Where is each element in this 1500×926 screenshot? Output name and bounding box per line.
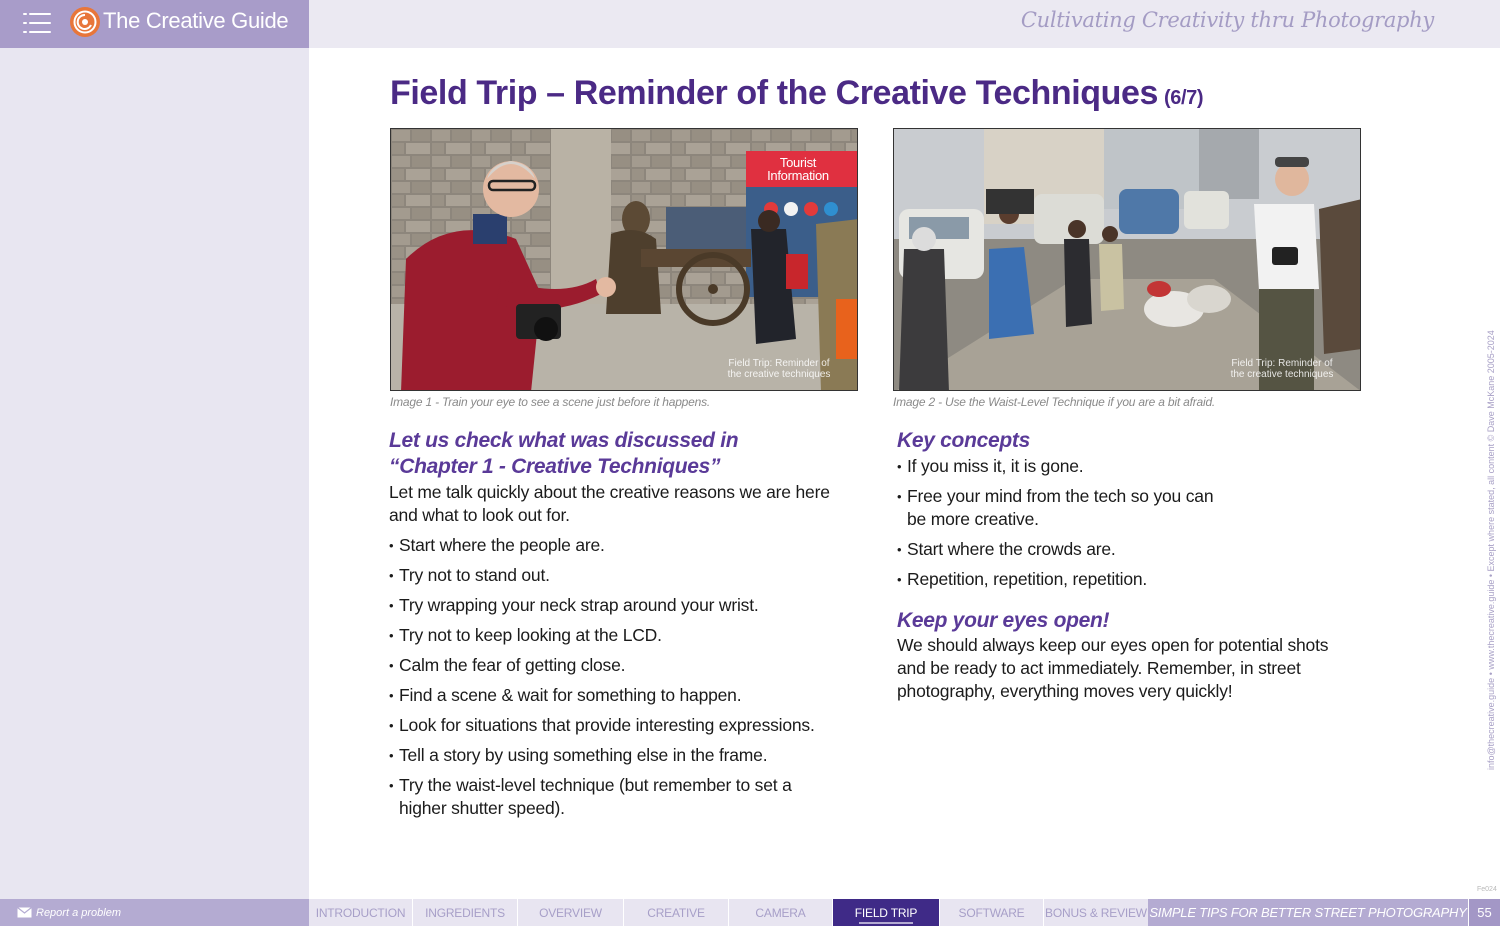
- list-item: • Try wrapping your neck strap around your wrist.: [389, 594, 829, 617]
- footer: [0, 899, 1500, 926]
- sidebar: [0, 48, 309, 899]
- tab-introduction[interactable]: INTRODUCTION: [309, 899, 413, 926]
- key-concepts-bullets: [897, 455, 1237, 591]
- list-item: • Start where the people are.: [389, 534, 829, 557]
- tab-software[interactable]: SOFTWARE: [940, 899, 1044, 926]
- tourist-sign-line1: Tourist: [779, 155, 817, 170]
- key-concepts-heading: Key concepts: [897, 429, 1030, 452]
- top-band: [309, 0, 1500, 48]
- photo-2-watermark-line2: the creative techniques: [1230, 369, 1334, 380]
- series-title: SIMPLE TIPS FOR BETTER STREET PHOTOGRAPHY: [1148, 899, 1468, 926]
- photo-1: [390, 128, 858, 391]
- chapter-tabs: [309, 899, 1149, 926]
- photo-2-watermark-line1: Field Trip: Reminder of: [1231, 358, 1333, 369]
- list-item: • Calm the fear of getting close.: [389, 654, 829, 677]
- photo-2: [893, 128, 1361, 391]
- left-intro: Let me talk quickly about the creative reasons we are here and what to look out for.: [389, 482, 830, 525]
- page-count: (6/7): [1164, 87, 1204, 109]
- page-code: Fe024: [1477, 886, 1497, 893]
- report-problem-link[interactable]: [0, 899, 309, 926]
- list-item: • If you miss it, it is gone.: [897, 455, 1237, 478]
- list-item: • Free your mind from the tech so you can be more creative.: [897, 485, 1237, 531]
- list-item: • Try not to keep looking at the LCD.: [389, 624, 829, 647]
- tab-bonus-review[interactable]: BONUS & REVIEW: [1044, 899, 1149, 926]
- tab-overview[interactable]: OVERVIEW: [518, 899, 624, 926]
- list-item: • Look for situations that provide interesting expressions.: [389, 714, 829, 737]
- tourist-sign: [753, 156, 843, 182]
- right-column: [897, 428, 1357, 703]
- logo-swirl-icon[interactable]: [69, 6, 101, 38]
- left-column: [389, 428, 859, 820]
- envelope-icon: [17, 907, 32, 918]
- photo-1-watermark-line2: the creative techniques: [727, 369, 831, 380]
- menu-icon[interactable]: [23, 12, 51, 34]
- logo-text[interactable]: The Creative Guide: [103, 8, 289, 33]
- photo-1-watermark-line1: Field Trip: Reminder of: [728, 358, 830, 369]
- list-item: • Tell a story by using something else in the frame.: [389, 744, 829, 767]
- photo-2-illustration: [894, 129, 1361, 391]
- page-title: [390, 74, 1203, 113]
- list-item: • Start where the crowds are.: [897, 538, 1237, 561]
- list-item: • Find a scene & wait for something to happen.: [389, 684, 829, 707]
- page-number: 55: [1469, 899, 1500, 926]
- report-problem-label: Report a problem: [36, 906, 121, 919]
- page-title-text: Field Trip – Reminder of the Creative Techniques: [390, 74, 1159, 112]
- list-item: • Try not to stand out.: [389, 564, 829, 587]
- copyright-vertical: info@thecreative.guide • www.thecreative.guide • Except where stated, all content © Dave McKane 2005-2024: [1486, 330, 1496, 770]
- tab-field-trip[interactable]: FIELD TRIP: [833, 899, 940, 926]
- tab-creative[interactable]: CREATIVE: [624, 899, 729, 926]
- list-item: • Try the waist-level technique (but remember to set a higher shutter speed).: [389, 774, 829, 820]
- list-item: • Repetition, repetition, repetition.: [897, 568, 1237, 591]
- tagline: Cultivating Creativity thru Photography: [1020, 8, 1434, 32]
- tab-ingredients[interactable]: INGREDIENTS: [413, 899, 518, 926]
- eyes-open-heading: Keep your eyes open!: [897, 609, 1110, 632]
- photo-2-watermark: [1222, 358, 1342, 380]
- eyes-open-paragraph: We should always keep our eyes open for potential shots and be ready to act immediately. Remember, in street photography, everything moves very quickly!: [897, 635, 1329, 701]
- photo-2-caption: Image 2 - Use the Waist-Level Technique if you are a bit afraid.: [893, 395, 1216, 409]
- left-bullets: [389, 534, 829, 820]
- left-heading: Let us check what was discussed in “Chapter 1 - Creative Techniques”: [389, 429, 739, 478]
- tourist-sign-line2: Information: [767, 168, 829, 183]
- photo-1-caption: Image 1 - Train your eye to see a scene just before it happens.: [390, 395, 711, 409]
- tab-camera[interactable]: CAMERA: [729, 899, 833, 926]
- photo-1-watermark: [719, 358, 839, 380]
- logo-bar: [0, 0, 309, 48]
